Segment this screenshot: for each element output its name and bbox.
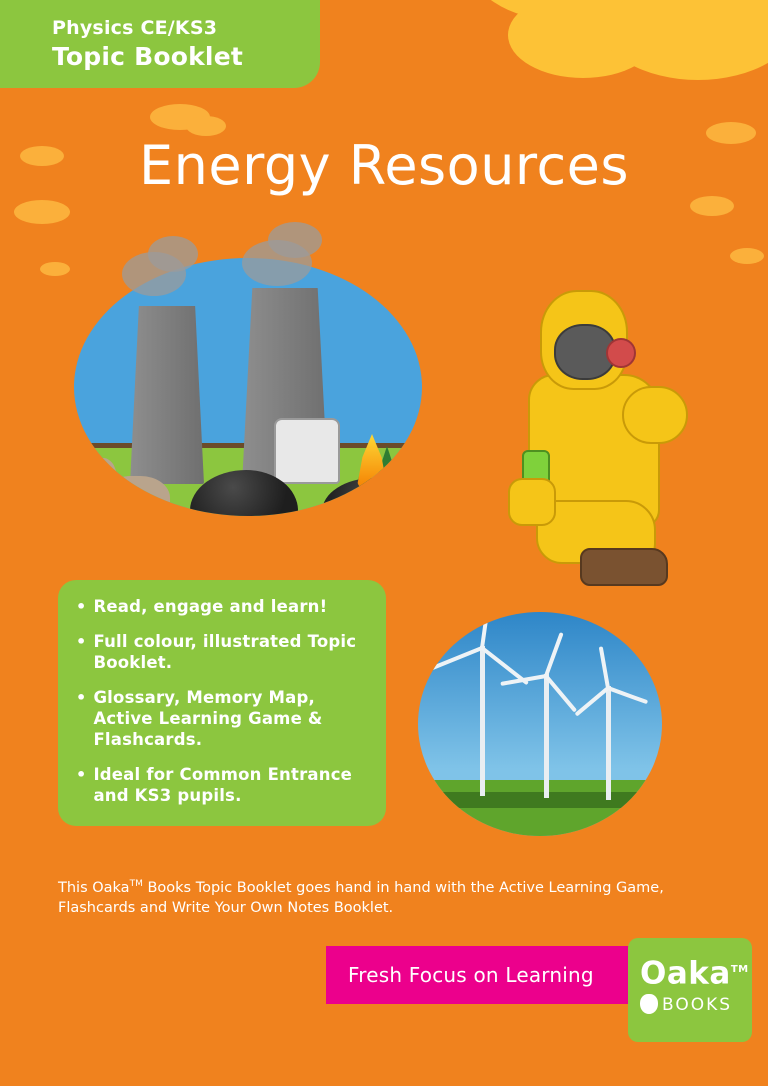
- footnote-part1: This Oaka: [58, 879, 130, 896]
- bullet-icon: •: [76, 765, 87, 784]
- wind-turbines-illustration: [404, 606, 676, 854]
- bullet-icon: •: [76, 632, 87, 651]
- cloud-decoration-g: [690, 196, 734, 216]
- strapline-banner: [326, 946, 648, 1004]
- bullet-icon: •: [76, 688, 87, 707]
- cloud-decoration-h: [730, 248, 764, 264]
- power-station-illustration: [52, 248, 440, 540]
- logo-word-text: Oaka: [640, 955, 731, 992]
- brand-logo: [628, 938, 752, 1042]
- cloud-decoration-b: [186, 116, 226, 136]
- booklet-type-line: Topic Booklet: [52, 42, 244, 71]
- list-item: [76, 687, 368, 750]
- feature-text: Read, engage and learn!: [93, 597, 328, 616]
- list-item: [76, 596, 368, 617]
- acorn-icon: [640, 994, 658, 1014]
- header-tab: [0, 0, 320, 88]
- feature-text: Glossary, Memory Map, Active Learning Game & Flashcards.: [93, 688, 323, 749]
- footnote-part2: Books Topic Booklet goes hand in hand with the Active Learning Game, Flashcards and Write Your Own Notes Booklet.: [58, 879, 664, 916]
- logo-subtext: BOOKS: [662, 995, 733, 1016]
- list-item: [76, 631, 368, 673]
- feature-text: Full colour, illustrated Topic Booklet.: [93, 632, 357, 672]
- cloud-decoration-top-right: [468, 0, 768, 90]
- cloud-decoration-d: [14, 200, 70, 224]
- list-item: [76, 764, 368, 806]
- trademark-mark: TM: [129, 879, 143, 889]
- logo-trademark: TM: [730, 964, 749, 975]
- hazmat-scientist-illustration: [492, 282, 712, 602]
- subject-line: Physics CE/KS3: [52, 17, 218, 39]
- bullet-icon: •: [76, 597, 87, 616]
- footnote: [58, 874, 698, 918]
- strapline-text: Fresh Focus on Learning: [348, 963, 594, 987]
- logo-wordmark: [640, 954, 752, 992]
- feature-text: Ideal for Common Entrance and KS3 pupils.: [93, 765, 353, 805]
- page-title: Energy Resources: [139, 134, 629, 197]
- features-box: [58, 580, 386, 826]
